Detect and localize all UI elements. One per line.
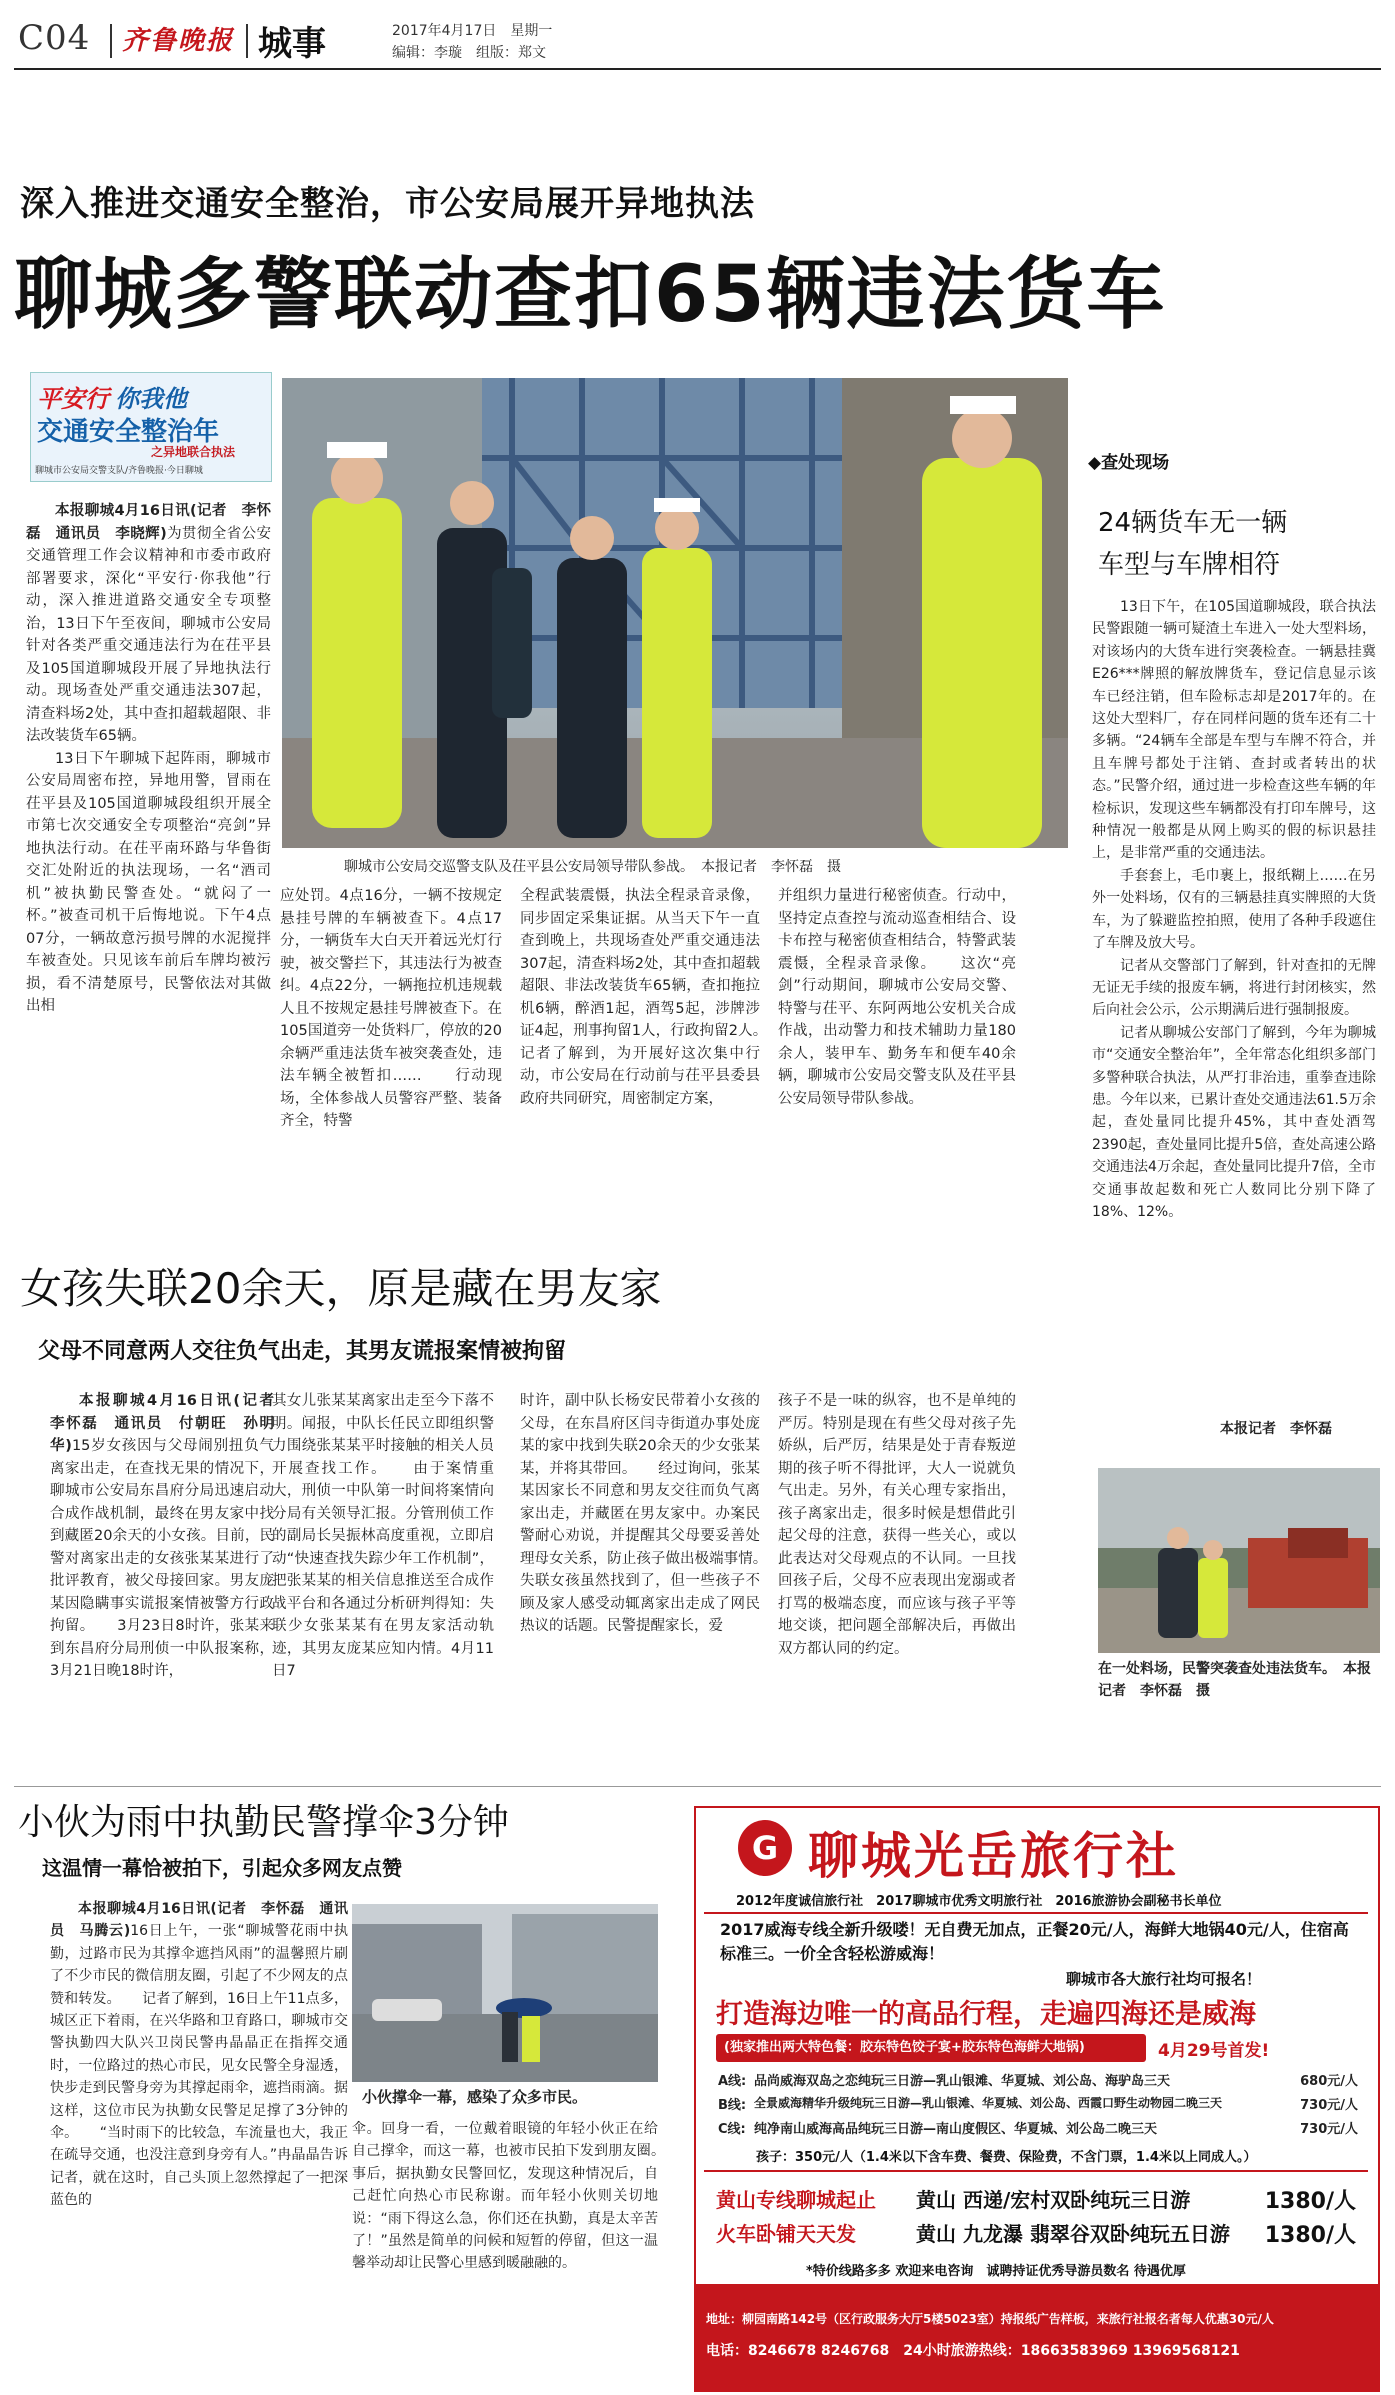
- sidebar-paragraph: 记者从聊城公安部门了解到，今年为聊城市“交通安全整治年”，全年常态化组织多部门多警种联合执法，从严打非治违，重拳查违除患。今年以来，已累计查处交通违法61.5万余起，查处量同比提升45%，其中查处酒驾2390起，查处量同比提升5倍，查处高速公路交通违法4万余起，查处量同比提升7倍，全市交通事故起数和死亡人数同比分别下降了18%、12%。: [1092, 1024, 1376, 1220]
- sidebar-headline-2: 车型与车牌相符: [1098, 550, 1281, 580]
- section-title: 城事: [258, 24, 326, 64]
- story1-column-2: 应处罚。4点16分，一辆不按规定悬挂号牌的车辆被查下。4点17分，一辆货车大白天开着远光灯行驶，被交警拦下，其违法行为被查纠。4点22分，一辆拖拉机违规载人且不按规定悬挂号牌被查下。在105国道旁一处货料厂，停放的20余辆严重违法货车被突袭查处，违法车辆全被暂扣…… 行动现场，全体参战人员警容严整、装备齐全，特警: [280, 888, 502, 1129]
- section-rule: [14, 1786, 1381, 1787]
- launch-date: 4月29号首发!: [1158, 2041, 1270, 2061]
- sidebar-body: [1092, 596, 1376, 1426]
- special-meal-banner: [716, 2034, 1146, 2062]
- story1-column-4: 并组织力量进行秘密侦查。行动中，坚持定点查控与流动巡查相结合、设卡布控与秘密侦查相结合，特警武装震慑，全程录音录像。 这次“亮剑”行动期间，聊城市公安局交警、特警与茌平、东阿两地公安机关合成作战，出动警力和技术辅助力量180余人，装甲车、勤务车和便车40余辆，聊城市公安局交警支队及茌平县公安局领导带队参战。: [778, 888, 1016, 1107]
- page-header: [14, 14, 1384, 66]
- story1-column-1: [26, 500, 271, 1228]
- agency-logo-icon: G: [738, 1820, 792, 1876]
- story3-column-2: 伞。回身一看，一位戴着眼镜的年轻小伙正在给自己撑伞，而这一幕，也被市民拍下发到朋友圈。 事后，据执勤女民警回忆，发现这种情况后，自己赶忙向热心市民称谢。而年轻小伙则关切地说：“雨下得这么急，你们还在执勤，真是太辛苦了！”虽然是简单的问候和短暂的停留，但这一温馨举动却让民警心里感到暖融融的。: [352, 2121, 658, 2272]
- route-list: [718, 2070, 1358, 2142]
- quarry-photo-caption: 在一处料场，民警突袭查处违法货车。 本报记者 李怀磊 摄: [1098, 1661, 1371, 1699]
- umbrella-photo: [352, 1904, 658, 2082]
- header-divider: [110, 24, 112, 58]
- ad-phones: 电话：8246678 8246768 24小时旅游热线：18663583969 13969568121: [706, 2343, 1240, 2359]
- travel-agency-ad: [694, 1806, 1380, 2392]
- story1-column-3: 全程武装震慑，执法全程录音录像，同步固定采集证据。从当天下午一直查到晚上，共现场查处严重交通违法307起，清查料场2处，其中查扣超载超限、非法改装货车65辆，查扣拖拉机6辆，醉酒1起，酒驾5起，涉牌涉证4起，刑事拘留1人，行政拘留2人。 记者了解到，为开展好这次集中行动，市公安局在行动前与茌平县委县政府共同研究，周密制定方案，: [520, 888, 760, 1107]
- route-line-c: C线: 纯净南山威海高品纯玩三日游—南山度假区、华夏城、刘公岛二晚三天 730元/人: [718, 2122, 1358, 2137]
- paper-logo: 齐鲁晚报: [122, 26, 235, 56]
- logo-line2: 交通安全整治年: [37, 417, 220, 447]
- story2-subhead: 父母不同意两人交往负气出走，其男友谎报案情被拘留: [38, 1339, 567, 1364]
- photo-illustration: [352, 1904, 658, 2082]
- story2-column-3: 时许，副中队长杨安民带着小女孩的父母，在东昌府区闫寺街道办事处庞某的家中找到失联20余天的少女张某某，并将其带回。 经过询问，张某某因家长不同意和男友交往而负气离家出走，并藏匿在男友家中。办案民警耐心劝说，并提醒其父母要妥善处理母女关系，防止孩子做出极端事情。 失联女孩虽然找到了，但一些孩子不顾及家人感受动辄离家出走成了网民热议的话题。民警提醒家长，爱: [520, 1393, 760, 1634]
- ad-slogan: 打造海边唯一的高品行程，走遍四海还是威海: [716, 1999, 1256, 2030]
- story1-headline: 聊城多警联动查扣65辆违法货车: [14, 250, 1167, 340]
- quarry-trucks-photo: [1098, 1468, 1380, 1653]
- ad-address: 地址：柳园南路142号（区行政服务大厅5楼5023室）持报纸广告样板，来旅行社报名者每人优惠30元/人: [706, 2312, 1274, 2326]
- ad-divider: [704, 1912, 1368, 1914]
- header-rule: [14, 68, 1381, 70]
- sidebar-byline: 本报记者 李怀磊: [1220, 1421, 1332, 1437]
- sidebar-paragraph: 13日下午，在105国道聊城段，联合执法民警跟随一辆可疑渣土车进入一处大型料场，对该场内的大货车进行突袭检查。一辆悬挂冀E26***牌照的解放牌货车，登记信息显示该车已经注销，但车险标志却是2017年的。在这处大型料厂，存在同样问题的货车还有二十多辆。“24辆车全部是车型与车牌不符合，并且车牌号都处于注销、查封或者转出的状态。”民警介绍，通过进一步检查这些车辆的年检标识，发现这些车辆都没有打印车牌号，这种情况一般都是从网上购买的假的标识悬挂上，是非常严重的交通违法。: [1092, 599, 1376, 862]
- route-line-a: A线: 品尚威海双岛之恋纯玩三日游—乳山银滩、华夏城、刘公岛、海驴岛三天 680元/人: [718, 2074, 1358, 2089]
- sidebar-headline-1: 24辆货车无一辆: [1098, 508, 1288, 538]
- child-price: 孩子：350元/人（1.4米以下含车费、餐费、保险费，不含门票，1.4米以上同成人。）: [756, 2150, 1257, 2165]
- editor-credits: 编辑：李璇 组版：郑文: [392, 45, 546, 61]
- special-meal-text: (独家推出两大特色餐：胶东特色饺子宴+胶东特色海鲜大地锅): [724, 2040, 1085, 2055]
- logo-sub: 之异地联合执法: [151, 445, 236, 459]
- story2-column-4: 孩子不是一味的纵容，也不是单纯的严厉。特别是现在有些父母对孩子先娇纵，后严厉，结果是处于青春叛逆期的孩子听不得批评，大人一说就负气出走。另外，有关心理专家指出，孩子离家出走，很多时候是想借此引起父母的注意，获得一些关心，或以此表达对父母观点的不认同。一旦找回孩子后，父母不应表现出宠溺或者打骂的极端态度，而应该与孩子平等地交谈，把问题全部解决后，再做出双方都认同的约定。: [778, 1393, 1016, 1657]
- story2-column-1: [50, 1390, 274, 1770]
- story2-lead: 本报聊城4月16日讯(记者 李怀磊 通讯员 付朝旺 孙明华): [50, 1393, 274, 1454]
- campaign-logo: [30, 372, 272, 482]
- sidebar-tag: ◆查处现场: [1088, 453, 1170, 473]
- story3-subhead: 这温情一幕恰被拍下，引起众多网友点赞: [42, 1856, 402, 1880]
- page-number: C04: [18, 18, 91, 58]
- story1-paragraph: 为贯彻全省公安交通管理工作会议精神和市委市政府部署要求，深化“平安行·你我他”行动，深入推进道路交通安全专项整治，13日下午至夜间，聊城市公安局针对各类严重交通违法行为在茌平县及105国道聊城段开展了异地执法行动。现场查处严重交通违法307起，清查料场2处，其中查扣超载超限、非法改装货车65辆。: [26, 525, 271, 744]
- story1-kicker: 深入推进交通安全整治，市公安局展开异地执法: [20, 184, 755, 224]
- story2-column-2: 其女儿张某某离家出走至今下落不明。闻报，中队长任民立即组织警力围绕张某某平时接触的相关人员开展查找工作。 由于案情重大，刑侦一中队第一时间将案情向分局有关领导汇报。分管刑侦工作的副局长吴振林高度重视，立即启动“快速查找失踪少年工作机制”，把张某某的相关信息推送至合成作战平台和各通过分析研判得知：失联少女张某某有在男友家活动轨迹，其男友庞某应知内情。4月11日7: [272, 1393, 494, 1679]
- logo-small: 聊城市公安局交警支队/齐鲁晚报·今日聊城: [35, 466, 203, 476]
- agency-brand: 聊城光岳旅行社: [808, 1827, 1179, 1885]
- huangshan-tour-1: 黄山专线聊城起止 黄山 西递/宏村双卧纯玩三日游 1380/人: [716, 2188, 1356, 2214]
- story2-headline: 女孩失联20余天，原是藏在男友家: [20, 1264, 662, 1313]
- story1-paragraph: 13日下午聊城下起阵雨，聊城市公安局周密布控，异地用警，冒雨在茌平县及105国道聊城段组织开展全市第七次交通安全专项整治“亮剑”异地执法行动。在茌平南环路与华鲁街交汇处附近的执法现场，一名“酒司机”被执勤民警查处。“就闷了一杯。”被查司机干后悔地说。下午4点07分，一辆故意污损号牌的水泥搅拌车被查处。只见该车前后车牌均被污损，看不清楚原号，民警依法对其做出相: [26, 750, 271, 1014]
- huangshan-tour-2: 火车卧铺天天发 黄山 九龙瀑 翡翠谷双卧纯玩五日游 1380/人: [716, 2222, 1356, 2248]
- story2-paragraph: 15岁女孩因与父母闹别扭负气离家出走，在查找无果的情况下，聊城市公安局东昌府分局迅速启动合成作战机制，最终在男友家中找到藏匿20余天的小女孩。目前，民警对离家出走的女孩张某某进行了批评教育，被父母接回家。男友庞某因隐瞒事实谎报案情被警方行政拘留。 3月23日8时许，张某来到东昌府分局刑侦一中队报案称，3月21日晚18时许，: [50, 1438, 274, 1679]
- story3-paragraph: 16日上午，一张“聊城警花雨中执勤，过路市民为其撑伞遮挡风雨”的温馨照片刷了不少市民的微信朋友圈，引起了不少网友的点赞和转发。 记者了解到，16日上午11点多，城区正下着雨，在兴华路和卫育路口，聊城市交警执勤四大队兴卫岗民警冉晶晶正在指挥交通时，一位路过的热心市民，见女民警全身湿透，快步走到民警身旁为其撑起雨伞，遮挡雨滴。据这样，这位市民为执勤女民警足足撑了3分钟的伞。 “当时雨下的比较急，车流量也大，我正在疏导交通，也没注意到身旁有人。”冉晶晶告诉记者，就在这时，自己头顶上忽然撑起了一把深蓝色的: [50, 1923, 348, 2209]
- promo-note: 聊城市各大旅行社均可报名！: [1066, 1970, 1262, 1988]
- umbrella-photo-caption: 小伙撑伞一幕，感染了众多市民。: [362, 2088, 588, 2106]
- promo-text: 2017威海专线全新升级喽！无自费无加点，正餐20元/人，海鲜大地锅40元/人，住宿高标准三。一价全含轻松游威海！: [720, 1920, 1349, 1963]
- logo-line1: 平安行 你我他: [37, 385, 187, 413]
- issue-date: 2017年4月17日 星期一: [392, 23, 553, 39]
- story1-lead: 本报聊城4月16日讯(记者 李怀磊 通讯员 李晓辉): [26, 503, 271, 542]
- ad-footer-note: *特价线路多多 欢迎来电咨询 诚聘持证优秀导游员数名 待遇优厚: [806, 2264, 1186, 2279]
- main-photo-caption: 聊城市公安局交巡警支队及茌平县公安局领导带队参战。 本报记者 李怀磊 摄: [344, 859, 841, 875]
- sidebar-paragraph: 手套套上，毛巾裹上，报纸糊上……在另外一处料场，仅有的三辆悬挂真实牌照的大货车，为了躲避监控拍照，使用了各种手段遮住了车牌及放大号。: [1092, 867, 1376, 952]
- photo-illustration: [1098, 1468, 1380, 1653]
- story3-column-1: [50, 1898, 348, 2378]
- sidebar-paragraph: 记者从交警部门了解到，针对查扣的无牌无证无手续的报废车辆，将进行封闭核实，然后向社会公示，公示期满后进行强制报废。: [1092, 957, 1376, 1019]
- route-line-b: B线: 全景威海精华升级纯玩三日游—乳山银滩、华夏城、刘公岛、西霞口野生动物园二晚三天 730元/人: [718, 2096, 1358, 2113]
- story3-lead: 本报聊城4月16日讯(记者 李怀磊 通讯员 马腾云): [50, 1901, 348, 1940]
- ad-divider: [704, 2170, 1368, 2172]
- header-divider: [246, 24, 248, 58]
- photo-illustration: [282, 378, 1068, 848]
- police-inspection-photo: [282, 378, 1068, 848]
- ad-contact-bar: [696, 2284, 1378, 2390]
- story3-headline: 小伙为雨中执勤民警撑伞3分钟: [18, 1802, 509, 1843]
- agency-awards: 2012年度诚信旅行社 2017聊城市优秀文明旅行社 2016旅游协会副秘书长单位: [736, 1894, 1222, 1909]
